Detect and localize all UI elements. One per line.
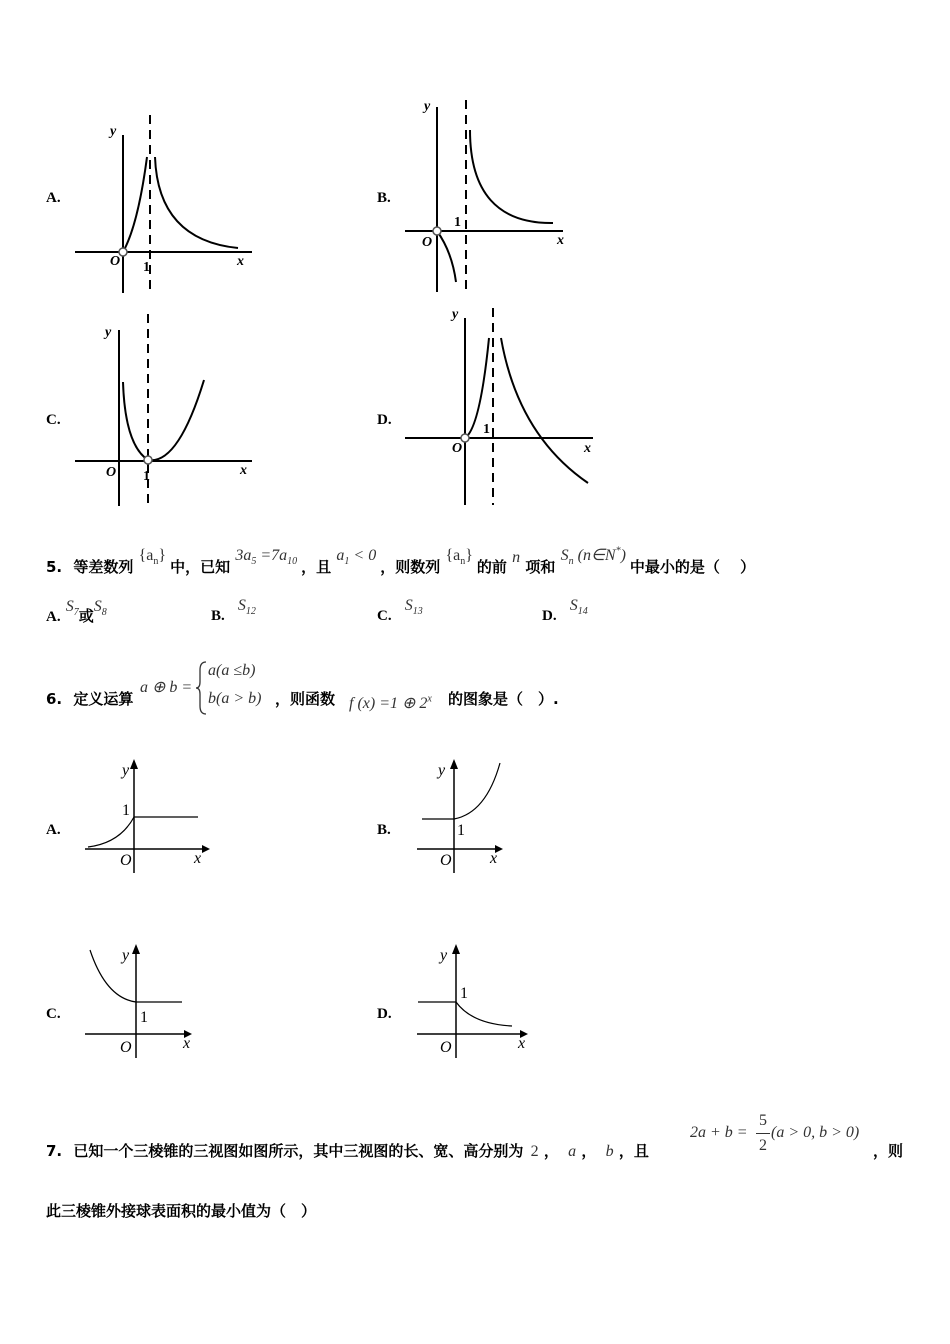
x-label: x <box>584 441 591 456</box>
one-label: 1 <box>122 802 130 819</box>
y-label: y <box>438 762 446 779</box>
one-label: 1 <box>143 469 150 484</box>
curve-right <box>501 338 588 483</box>
q6-function: f (x) =1 ⊕ 2$^x$ <box>349 693 432 712</box>
y-label: y <box>122 762 130 779</box>
q6-graph-c[interactable] <box>80 940 200 1060</box>
x-label: x <box>240 463 247 478</box>
fraction-denominator: 2 <box>759 1137 767 1154</box>
x-label: x <box>490 850 498 867</box>
q4-option-a-label[interactable]: A. <box>46 190 61 206</box>
x-label: x <box>518 1035 526 1052</box>
q7-condition-rhs: (a > 0, b > 0) <box>771 1124 860 1141</box>
origin-label: O <box>120 852 132 869</box>
var-n: n <box>512 549 521 566</box>
origin-point <box>461 434 469 442</box>
q4-graph-d[interactable] <box>400 300 605 510</box>
q5-option-d[interactable]: D. $S_{14}$ <box>542 597 588 624</box>
origin-label: O <box>110 254 121 269</box>
q6-option-b-label[interactable]: B. <box>377 822 391 838</box>
q5-number: 5. <box>46 558 63 576</box>
curve-left <box>437 231 456 282</box>
fraction-bar <box>756 1133 770 1134</box>
origin-point <box>119 248 127 256</box>
q4-option-b-label[interactable]: B. <box>377 190 391 206</box>
y-label: y <box>452 307 459 322</box>
seq-an-2: $\{a_n\}$ <box>445 547 473 568</box>
value-b: b <box>605 1143 614 1160</box>
y-label: y <box>440 947 448 964</box>
q7-stem-end: ，则 <box>873 1142 904 1160</box>
curve-right <box>155 157 238 248</box>
value-2: 2 <box>530 1143 539 1160</box>
q6-option-a-label[interactable]: A. <box>46 822 61 838</box>
origin-label: O <box>440 1039 452 1056</box>
origin-label: O <box>422 235 433 250</box>
curve-right <box>470 130 553 223</box>
q5-option-b[interactable]: B. $S_{12}$ <box>211 597 256 624</box>
seq-an: $\{a_n\}$ <box>138 547 167 568</box>
sum-sn: $S_n$ (n∈N*) <box>560 545 626 568</box>
equation-3a5-7a10: $3a_5 =7a_{10}$ <box>235 547 298 568</box>
origin-label: O <box>106 465 117 480</box>
q4-option-d-label[interactable]: D. <box>377 412 392 428</box>
y-label: y <box>105 325 112 340</box>
x-label: x <box>237 254 244 269</box>
q6-number: 6. <box>46 690 63 708</box>
curve-left <box>123 157 147 252</box>
one-label: 1 <box>483 422 490 437</box>
q6-graph-d[interactable] <box>412 940 537 1060</box>
curve <box>123 380 204 460</box>
curve <box>88 817 134 847</box>
q4-graph-a[interactable] <box>70 115 260 300</box>
q6-number-and-prefix: 6. 定义运算 <box>46 690 134 708</box>
q4-graph-c[interactable] <box>70 310 260 510</box>
q6-graph-b[interactable] <box>412 755 537 875</box>
q4-graph-b[interactable] <box>400 92 580 297</box>
q7-stem-line2: 此三棱锥外接球表面积的最小值为（ ） <box>46 1202 317 1220</box>
one-label: 1 <box>140 1009 148 1026</box>
q6-graph-a[interactable] <box>80 755 210 875</box>
q5-option-a[interactable]: A. $S_7$或$S_8$ <box>46 598 107 625</box>
q7-stem-line1: 7. 已知一个三棱锥的三视图如图所示，其中三视图的长、宽、高分别为 2 ， a ， b ，且 <box>46 1142 649 1160</box>
curve <box>456 1002 512 1026</box>
q6-option-d-label[interactable]: D. <box>377 1006 392 1022</box>
y-label: y <box>122 947 130 964</box>
q7-number: 7. <box>46 1142 63 1160</box>
q6-operator: a ⊕ b = <box>140 679 193 696</box>
q5-stem: 5. 等差数列 $\{a_n\}$ 中，已知 $3a_5 =7a_{10}$ ，且 $a_1 < 0$ ，则数列 $\{a_n\}$ 的前 n 项和 $S_n$ (n∈N*) 中最小的是（ ） <box>46 545 756 576</box>
q6-case-1: a(a ≤b) <box>208 662 256 679</box>
condition-a1: $a_1 < 0$ <box>336 547 377 568</box>
one-label: 1 <box>143 260 150 275</box>
one-label: 1 <box>460 985 468 1002</box>
origin-label: O <box>452 441 463 456</box>
origin-label: O <box>120 1039 132 1056</box>
piecewise-brace-icon <box>196 660 208 716</box>
q5-options <box>46 597 746 641</box>
q6-suffix: 的图象是（ ）. <box>448 690 559 708</box>
q7-condition-lhs: 2a + b = <box>690 1124 748 1141</box>
x-label: x <box>183 1035 191 1052</box>
one-label: 1 <box>457 822 465 839</box>
q6-middle-text: ，则函数 <box>275 690 336 708</box>
origin-label: O <box>440 852 452 869</box>
q5-option-c[interactable]: C. $S_{13}$ <box>377 597 423 624</box>
value-a: a <box>568 1143 577 1160</box>
point-one <box>144 456 152 464</box>
q4-option-c-label[interactable]: C. <box>46 412 61 428</box>
one-label: 1 <box>454 215 461 230</box>
q6-option-c-label[interactable]: C. <box>46 1006 61 1022</box>
y-label: y <box>110 124 117 139</box>
x-label: x <box>557 233 564 248</box>
fraction-numerator: 5 <box>759 1112 767 1129</box>
curve <box>454 763 500 819</box>
y-label: y <box>424 99 431 114</box>
q6-case-2: b(a > b) <box>208 690 262 707</box>
x-label: x <box>194 850 202 867</box>
origin-point <box>433 227 441 235</box>
